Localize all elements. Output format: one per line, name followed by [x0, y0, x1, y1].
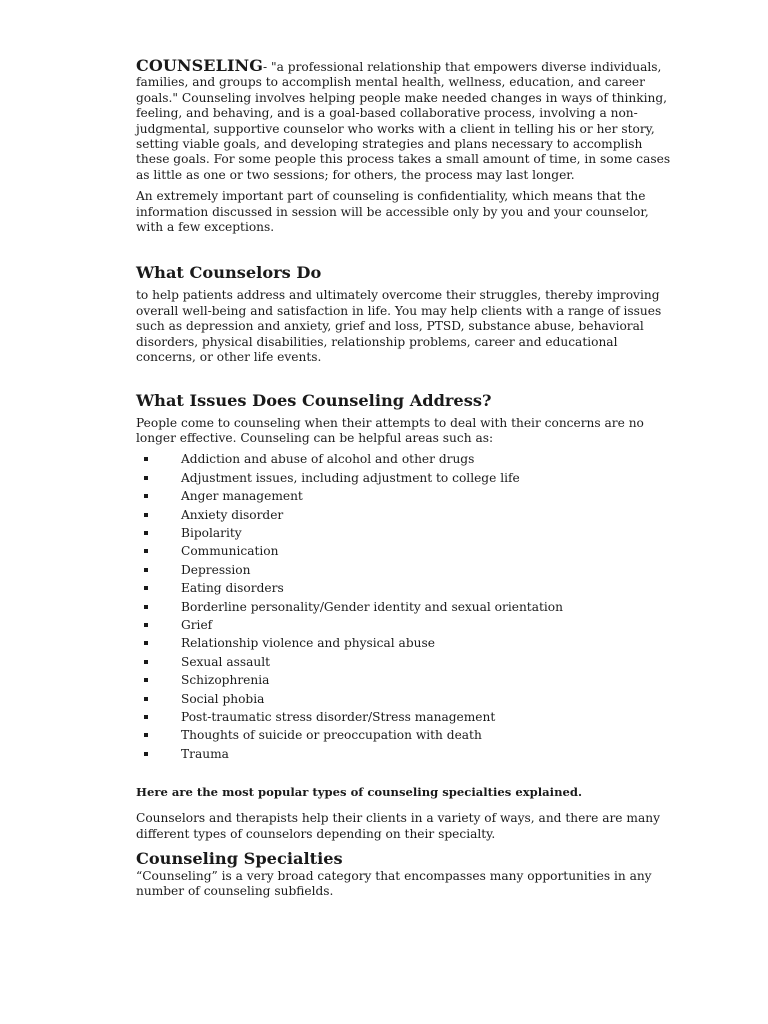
list-item: [136, 561, 676, 579]
square-bullet-icon: [144, 660, 148, 664]
square-bullet-icon: [144, 568, 148, 572]
list-item-text: Anxiety disorder: [181, 507, 284, 522]
list-item-text: Grief: [181, 617, 213, 632]
list-item-text: Thoughts of suicide or preoccupation with death: [181, 728, 482, 743]
list-item: [136, 616, 676, 634]
square-bullet-icon: [144, 513, 148, 517]
list-item-text: Adjustment issues, including adjustment to college life: [181, 470, 520, 485]
intro-paragraph: [136, 58, 676, 183]
list-item: [136, 450, 676, 468]
square-bullet-icon: [144, 752, 148, 756]
list-item: [136, 634, 676, 652]
list-item-text: Bipolarity: [181, 525, 242, 540]
square-bullet-icon: [144, 457, 148, 461]
square-bullet-icon: [144, 697, 148, 701]
list-item-text: Addiction and abuse of alcohol and other drugs: [181, 452, 475, 467]
confidentiality-paragraph: An extremely important part of counseling is confidentiality, which means that the information discussed in session will be accessible only by you and your counselor, with a few exceptions.: [136, 189, 649, 235]
issues-heading: What Issues Does Counseling Address?: [136, 390, 492, 410]
list-item: [136, 653, 676, 671]
list-item-text: Depression: [181, 562, 251, 577]
square-bullet-icon: [144, 549, 148, 553]
specialties-intro-line: Here are the most popular types of counseling specialties explained.: [136, 785, 583, 800]
counseling-specialties-heading: Counseling Specialties: [136, 849, 343, 869]
what-counselors-do-heading: What Counselors Do: [136, 263, 322, 283]
square-bullet-icon: [144, 476, 148, 480]
counseling-lead-word: COUNSELING: [136, 56, 264, 75]
square-bullet-icon: [144, 733, 148, 737]
counseling-specialties-paragraph: “Counseling” is a very broad category that encompasses many opportunities in any number of counseling subfields.: [136, 869, 652, 899]
list-item-text: Trauma: [181, 746, 229, 761]
list-item: [136, 524, 676, 542]
list-item: [136, 745, 676, 763]
what-counselors-do-paragraph: to help patients address and ultimately overcome their struggles, thereby improving overall well-being and satisfaction in life. You may help clients with a range of issues such as depression and anxiety, grief and loss, PTSD, substance abuse, behavioral disorders, physical disabilities, relationship problems, career and educational concerns, or other life events.: [136, 288, 662, 365]
document-page: [136, 58, 676, 900]
list-item-text: Eating disorders: [181, 581, 284, 596]
square-bullet-icon: [144, 678, 148, 682]
list-item: [136, 726, 676, 744]
square-bullet-icon: [144, 623, 148, 627]
square-bullet-icon: [144, 586, 148, 590]
square-bullet-icon: [144, 605, 148, 609]
list-item: [136, 598, 676, 616]
list-item: [136, 708, 676, 726]
counseling-definition: - "a professional relationship that empowers diverse individuals, families, and groups to accomplish mental health, wellness, education, and career goals." Counseling involves helping people make needed changes in ways of thinking, feeling, and behaving, and is a goal-based collaborative process, involving a non-judgmental, supportive counselor who works with a client in telling his or her story, setting viable goals, and developing strategies and plans necessary to accomplish these goals. For some people this process takes a small amount of time, in some cases as little as one or two sessions; for others, the process may last longer.: [136, 60, 671, 182]
list-item-text: Relationship violence and physical abuse: [181, 636, 435, 651]
list-item: [136, 690, 676, 708]
square-bullet-icon: [144, 641, 148, 645]
list-item-text: Social phobia: [181, 691, 265, 706]
list-item: [136, 542, 676, 560]
list-item: [136, 469, 676, 487]
list-item: [136, 579, 676, 597]
square-bullet-icon: [144, 715, 148, 719]
therapists-paragraph: Counselors and therapists help their clients in a variety of ways, and there are many different types of counselors depending on their specialty.: [136, 811, 660, 841]
square-bullet-icon: [144, 531, 148, 535]
issues-list: [136, 450, 676, 763]
list-item-text: Post-traumatic stress disorder/Stress management: [181, 710, 496, 724]
list-item: [136, 487, 676, 505]
list-item-text: Sexual assault: [181, 654, 271, 669]
list-item-text: Borderline personality/Gender identity and sexual orientation: [181, 599, 563, 614]
list-item-text: Anger management: [181, 489, 303, 504]
issues-intro-paragraph: People come to counseling when their attempts to deal with their concerns are no longer effective. Counseling can be helpful areas such as:: [136, 415, 644, 445]
list-item-text: Communication: [181, 544, 279, 559]
square-bullet-icon: [144, 494, 148, 498]
list-item: [136, 671, 676, 689]
list-item: [136, 506, 676, 524]
list-item-text: Schizophrenia: [181, 673, 270, 688]
